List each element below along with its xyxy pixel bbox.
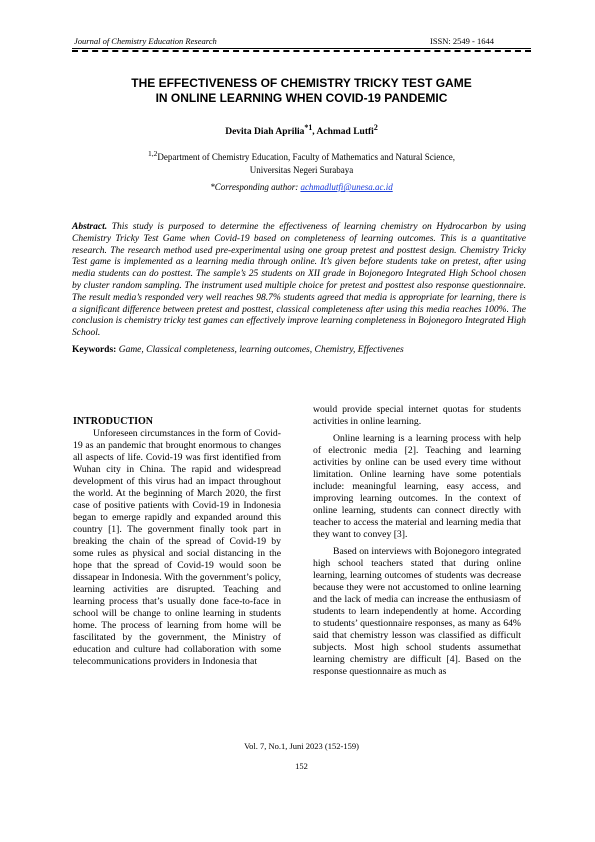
keywords-text: Game, Classical completeness, learning outcomes, Chemistry, Effectivenes [118,345,404,355]
corresponding-author [72,182,531,192]
author-list [72,123,531,137]
header-rule-dashed [72,50,531,52]
affiliation-line-2: Universitas Negeri Surabaya [249,165,354,175]
affiliation-superscript: 1,2 [147,149,158,158]
affiliation [72,147,531,177]
footer-volume: Vol. 7, No.1, Juni 2023 (152-159) [244,741,359,751]
left-column [73,404,281,668]
author-separator: , [312,127,317,138]
right-column [313,404,521,678]
affiliation-line-1: Department of Chemistry Education, Faculty of Mathematics and Natural Science, [157,152,456,162]
body-paragraph: Based on interviews with Bojonegoro integrated high school teachers stated that during online learning, learning outcomes of students was decrease because they were not accustomed to online learning and the lack of media can increase the enthusiasm of students to learn independently at home. According to students’ questionnaire responses, as many as 64% said that chemistry lesson was classified as difficult subjects. Most high school students assumethat learning chemistry are difficult [4]. Based on the response questionnaire as much as [313,546,521,677]
author-1: Devita Diah Aprilia [225,127,305,138]
body-paragraph: Online learning is a learning process with help of electronic media [2]. Teaching and learning activities by online can be used every time without limitation. Online learning have some potentials include: meaningful learning, easy access, and improving learning outcomes. In the context of online learning, students can connect directly with teacher to access the material and learning media that they want to convey [3]. [313,433,521,540]
journal-name: Journal of Chemistry Education Research [74,36,217,46]
section-heading-introduction: INTRODUCTION [73,416,154,427]
abstract-text: This study is purposed to determine the effectiveness of learning chemistry on Hydrocarbon by using Chemistry Tricky Test Game when Covid-19 based on completeness of learning outcomes. This is a quantitative research. The research method used pre-experimental using one group pretest and posttest design. Chemistry Tricky Test game is implemented as a learning media through online. It’s given before students take on pretest, after using media students can do posttest. The sample’s 25 students on XII grade in Bojonegoro Integrated High School chosen by cluster random sampling. The instrument used multiple choice for pretest and posttest also response questionnaire. The result media’s responded very well reaches 98.7% students agreed that media is appropriate for learning, there is a significant difference between pretest and posttest, classical completeness after using this media reaches 100%. The conclusion is chemistry tricky test games can effectively improve learning completeness in Bojonegoro Integrated High School. [72,222,526,339]
author-2: Achmad Lutfi [316,127,374,138]
issn: ISSN: 2549 - 1644 [430,36,494,46]
corresponding-label: *Corresponding author: [210,182,301,192]
body-paragraph-continuation: would provide special internet quotas for students activities in online learning. [313,404,521,427]
page-number: 152 [295,761,308,771]
author-2-superscript: 2 [373,123,378,132]
header-rule [72,48,531,49]
title-line-2: IN ONLINE LEARNING WHEN COVID-19 PANDEMIC [155,91,448,105]
keywords [72,345,526,355]
corresponding-email-link[interactable]: achmadlutfi@unesa.ac.id [300,182,393,192]
abstract-label: Abstract. [72,222,108,232]
author-1-superscript: *1 [304,123,313,132]
body-paragraph: Unforeseen circumstances in the form of Covid-19 as an pandemic that brought enormous to changes all aspects of life. Covid-19 was first identified from Wuhan city in China. The rapid and widespread development of this virus had an impact throughout the world. At the beginning of March 2020, the first case of positive patients with Covid-19 in Indonesia began to emerge rapidly and expanded around this country [1]. The government finally took part in breaking the chain of the spread of Covid-19 by some rules as physical and social distancing in the hope that the spread of Covid-19 would soon be dissapear in Indonesia. With the government’s policy, learning activities are disrupted. Teaching and learning process that’s usually done face-to-face in school will be change to online learning in students home. The process of learning from home will be fascilitated by the government, the Ministry of education and culture had collaboration with some telecommunications providers in Indonesia that [73,428,281,667]
keywords-label: Keywords: [72,345,117,355]
abstract [72,222,526,340]
title-line-1: THE EFFECTIVENESS OF CHEMISTRY TRICKY TEST GAME [131,76,472,90]
paper-title [72,76,531,106]
